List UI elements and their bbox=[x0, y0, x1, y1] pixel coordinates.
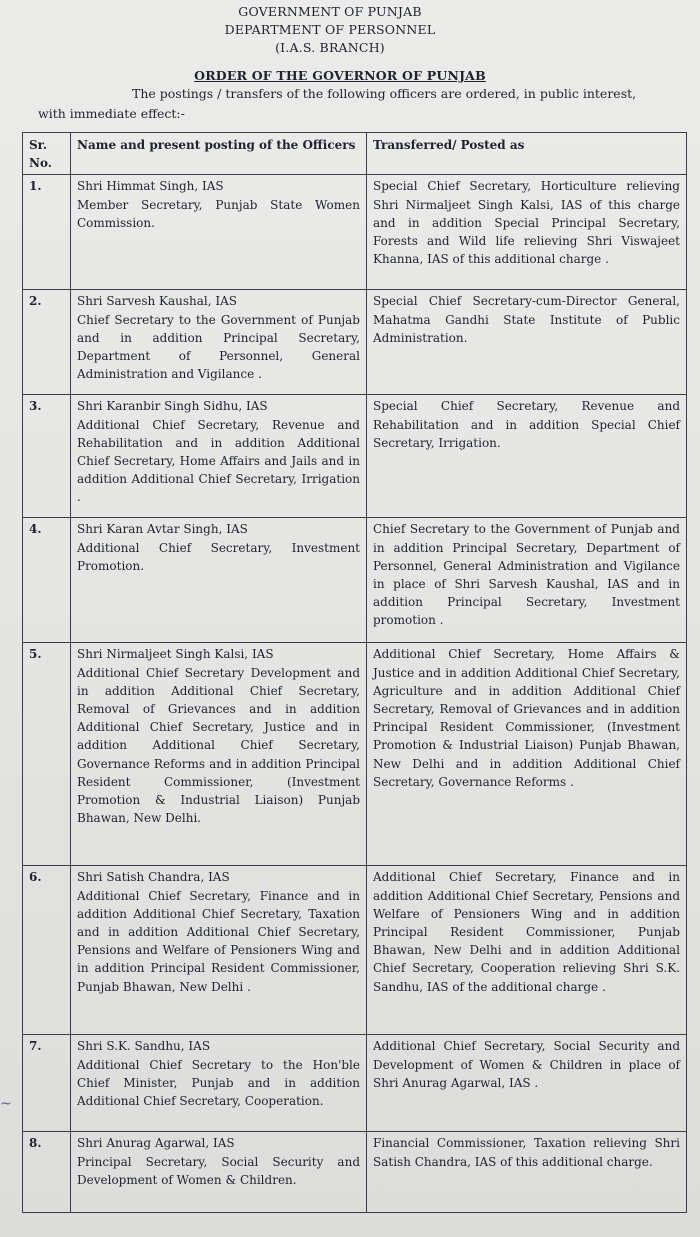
officer-cell bbox=[71, 395, 367, 518]
table-row bbox=[23, 175, 687, 290]
sr-no-cell: 7. bbox=[23, 1035, 71, 1132]
sr-no-cell: 3. bbox=[23, 395, 71, 518]
officer-name: Shri Karanbir Singh Sidhu, IAS bbox=[77, 399, 268, 414]
sr-no-cell: 6. bbox=[23, 866, 71, 1035]
officer-cell bbox=[71, 175, 367, 290]
officer-name: Shri Himmat Singh, IAS bbox=[77, 179, 224, 194]
present-posting: Additional Chief Secretary, Revenue and Rehabilitation and in addition Additional Chief Secretary, Home Affairs and Jails and in addition Additional Chief Secretary, Irrigation . bbox=[77, 417, 360, 505]
branch-heading: (I.A.S. BRANCH) bbox=[275, 40, 385, 55]
officer-name: Shri Satish Chandra, IAS bbox=[77, 870, 230, 885]
government-heading: GOVERNMENT OF PUNJAB bbox=[238, 4, 422, 19]
officer-name: Shri Karan Avtar Singh, IAS bbox=[77, 522, 248, 537]
posted-as-cell: Special Chief Secretary, Horticulture relieving Shri Nirmaljeet Singh Kalsi, IAS of this charge and in addition Special Principal Secretary, Forests and Wild life relieving Shri Viswajeet Khanna, IAS of this additional charge . bbox=[367, 175, 687, 290]
posted-as-cell: Chief Secretary to the Government of Punjab and in addition Principal Secretary, Department of Personnel, General Administration and Vigilance in place of Shri Sarvesh Kaushal, IAS and in addition Principal Secretary, Investment promotion . bbox=[367, 518, 687, 643]
intro-line-2: with immediate effect:- bbox=[38, 106, 185, 121]
sr-no-cell: 1. bbox=[23, 175, 71, 290]
department-heading: DEPARTMENT OF PERSONNEL bbox=[224, 22, 436, 37]
sr-no-cell: 8. bbox=[23, 1132, 71, 1213]
table-row bbox=[23, 518, 687, 643]
intro-line-1: The postings / transfers of the following officers are ordered, in public interest, bbox=[132, 86, 637, 101]
table-row bbox=[23, 1035, 687, 1132]
posted-as-cell: Financial Commissioner, Taxation relieving Shri Satish Chandra, IAS of this additional charge. bbox=[367, 1132, 687, 1213]
officer-cell bbox=[71, 1035, 367, 1132]
postings-table bbox=[22, 132, 687, 1213]
present-posting: Principal Secretary, Social Security and Development of Women & Children. bbox=[77, 1154, 360, 1187]
sr-no-cell: 5. bbox=[23, 643, 71, 866]
present-posting: Additional Chief Secretary, Investment Promotion. bbox=[77, 540, 360, 573]
posted-as-cell: Additional Chief Secretary, Home Affairs & Justice and in addition Additional Chief Secretary, Agriculture and in addition Additional Chief Secretary, Removal of Grievances and in addition Principal Resident Commissioner, (Investment Promotion & Industrial Liaison) Punjab Bhawan, New Delhi and in addition Additional Chief Secretary, Governance Reforms . bbox=[367, 643, 687, 866]
sr-no-cell: 2. bbox=[23, 290, 71, 395]
officer-name: Shri Nirmaljeet Singh Kalsi, IAS bbox=[77, 647, 274, 662]
sr-no-cell: 4. bbox=[23, 518, 71, 643]
officer-cell bbox=[71, 643, 367, 866]
table-row bbox=[23, 866, 687, 1035]
present-posting: Additional Chief Secretary, Finance and in addition Additional Chief Secretary, Taxation and in addition Additional Chief Secretary, Pensions and Welfare of Pensioners Wing and in addition Principal Resident Commissioner, Punjab Bhawan, New Delhi . bbox=[77, 888, 360, 994]
present-posting: Member Secretary, Punjab State Women Commission. bbox=[77, 197, 360, 230]
order-title: ORDER OF THE GOVERNOR OF PUNJAB bbox=[194, 68, 486, 83]
posted-as-cell: Additional Chief Secretary, Social Security and Development of Women & Children in place of Shri Anurag Agarwal, IAS . bbox=[367, 1035, 687, 1132]
header-transferred-posted: Transferred/ Posted as bbox=[367, 133, 687, 175]
officer-cell bbox=[71, 1132, 367, 1213]
officer-cell bbox=[71, 866, 367, 1035]
officer-cell bbox=[71, 518, 367, 643]
table-row bbox=[23, 395, 687, 518]
table-row bbox=[23, 1132, 687, 1213]
header-name-present-posting: Name and present posting of the Officers bbox=[71, 133, 367, 175]
officer-cell bbox=[71, 290, 367, 395]
table-row bbox=[23, 290, 687, 395]
posted-as-cell: Special Chief Secretary, Revenue and Rehabilitation and in addition Special Chief Secretary, Irrigation. bbox=[367, 395, 687, 518]
officer-name: Shri S.K. Sandhu, IAS bbox=[77, 1039, 211, 1054]
posted-as-cell: Special Chief Secretary-cum-Director General, Mahatma Gandhi State Institute of Public Administration. bbox=[367, 290, 687, 395]
present-posting: Additional Chief Secretary Development and in addition Additional Chief Secretary, Removal of Grievances and in addition Additional Chief Secretary, Justice and in addition Additional Chief Secretary, Governance Reforms and in addition Principal Resident Commissioner, (Investment Promotion & Industrial Liaison) Punjab Bhawan, New Delhi. bbox=[77, 665, 360, 826]
officer-name: Shri Sarvesh Kaushal, IAS bbox=[77, 294, 238, 309]
present-posting: Additional Chief Secretary to the Hon'ble Chief Minister, Punjab and in addition Additional Chief Secretary, Cooperation. bbox=[77, 1057, 360, 1109]
header-sr-no: Sr. No. bbox=[23, 133, 71, 175]
present-posting: Chief Secretary to the Government of Punjab and in addition Principal Secretary, Department of Personnel, General Administration and Vigilance . bbox=[77, 312, 360, 382]
table-row bbox=[23, 643, 687, 866]
table-header-row bbox=[23, 133, 687, 175]
officer-name: Shri Anurag Agarwal, IAS bbox=[77, 1136, 235, 1151]
margin-mark: ~ bbox=[0, 1096, 12, 1112]
posted-as-cell: Additional Chief Secretary, Finance and in addition Additional Chief Secretary, Pensions and Welfare of Pensioners Wing and in addition Principal Resident Commissioner, Punjab Bhawan, New Delhi and in addition Additional Chief Secretary, Cooperation relieving Shri S.K. Sandhu, IAS of the additional charge . bbox=[367, 866, 687, 1035]
